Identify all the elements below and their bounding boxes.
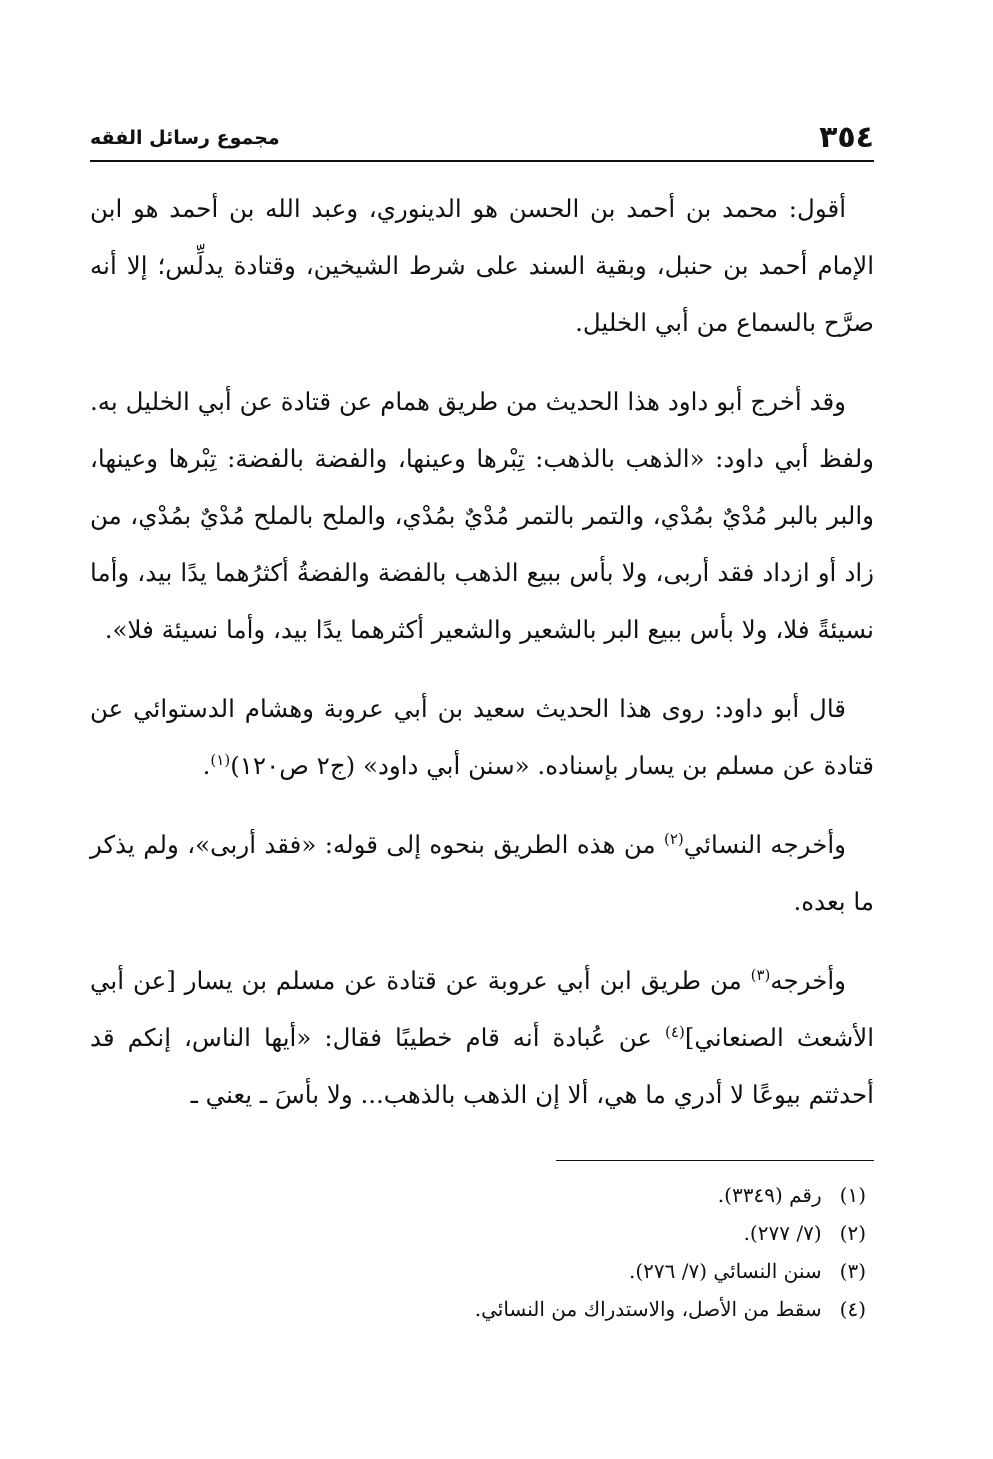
footnote-text: سنن النسائي (٧/ ٢٧٦). (628, 1259, 822, 1283)
footnote-number: (٣) (839, 1259, 866, 1283)
paragraph-abu-dawud-note (90, 680, 874, 794)
footnote-ref-3[interactable]: (٣) (750, 965, 771, 984)
footnote-text: سقط من الأصل، والاستدراك من النسائي. (474, 1297, 822, 1321)
footnote-number: (١) (839, 1183, 866, 1207)
footnote-item (90, 1176, 874, 1214)
paragraph-abu-dawud-hadith (90, 373, 874, 658)
footnote-ref-2[interactable]: (٢) (664, 829, 684, 848)
paragraph-text: قال أبو داود: روى هذا الحديث سعيد بن أبي عروبة وهشام الدستوائي عن قتادة عن مسلم بن يسار بإسناده. «سنن أبي داود» (ج٢ ص١٢٠) (90, 694, 874, 780)
paragraph-text: أقول: محمد بن أحمد بن الحسن هو الدينوري، وعبد الله بن أحمد هو ابن الإمام أحمد بن حنبل، وبقية السند على شرط الشيخين، وقتادة يدلِّس؛ إلا أنه صرَّح بالسماع من أبي الخليل. (90, 194, 874, 337)
paragraph-ibn-abi-aruba (90, 952, 874, 1123)
footnotes-list (90, 1176, 874, 1328)
paragraph-text: وقد أخرج أبو داود هذا الحديث من طريق همام عن قتادة عن أبي الخليل به. ولفظ أبي داود: «الذهب بالذهب: تِبْرها وعينها، والفضة بالفضة: تِبْرها وعينها، والبر بالبر مُدْيٌ بمُدْي، والتمر بالتمر مُدْيٌ بمُدْي، والملح بالملح مُدْيٌ بمُدْي، من زاد أو ازداد فقد أربى، ولا بأس ببيع الذهب بالفضة والفضةُ أكثرُهما يدًا بيد، وأما نسيئةً فلا، ولا بأس ببيع البر بالشعير والشعير أكثرهما يدًا بيد، وأما نسيئة فلا». (90, 387, 874, 644)
paragraph-text-end: عن عُبادة أنه قام خطيبًا فقال: «أيها الناس، إنكم قد أحدثتم بيوعًا لا أدري ما هي، ألا إن الذهب بالذهب... ولا بأسَ ـ يعني ـ (90, 1023, 874, 1109)
footnote-number: (٤) (839, 1297, 866, 1321)
footnote-ref-1[interactable]: (١) (210, 750, 231, 769)
footnote-item (90, 1252, 874, 1290)
paragraph-text: وأخرجه النسائي (683, 830, 846, 859)
header-divider (90, 160, 874, 162)
paragraph-nasai (90, 816, 874, 930)
paragraph-text-middle: من طريق ابن أبي عروبة عن قتادة عن مسلم بن يسار [عن أبي الأشعث الصنعاني] (90, 966, 875, 1052)
running-header (90, 118, 874, 158)
paragraph-text: وأخرجه (770, 966, 846, 995)
footnote-ref-4[interactable]: (٤) (665, 1022, 685, 1041)
paragraph-text-end: . (202, 751, 211, 780)
footnote-number: (٢) (839, 1221, 866, 1245)
book-title: مجموع رسائل الفقه (90, 127, 280, 149)
footnote-item (90, 1290, 874, 1328)
paragraph-isnad-comment (90, 180, 874, 351)
footnote-item (90, 1214, 874, 1252)
paragraph-text-end: من هذه الطريق بنحوه إلى قوله: «فقد أربى»، ولم يذكر ما بعده. (90, 830, 874, 916)
footnote-text: (٧/ ٢٧٧). (743, 1221, 822, 1245)
page-number: ٣٥٤ (819, 120, 874, 155)
footnote-divider (556, 1160, 874, 1161)
footnote-text: رقم (٣٣٤٩). (717, 1183, 822, 1207)
main-text (90, 180, 874, 1145)
